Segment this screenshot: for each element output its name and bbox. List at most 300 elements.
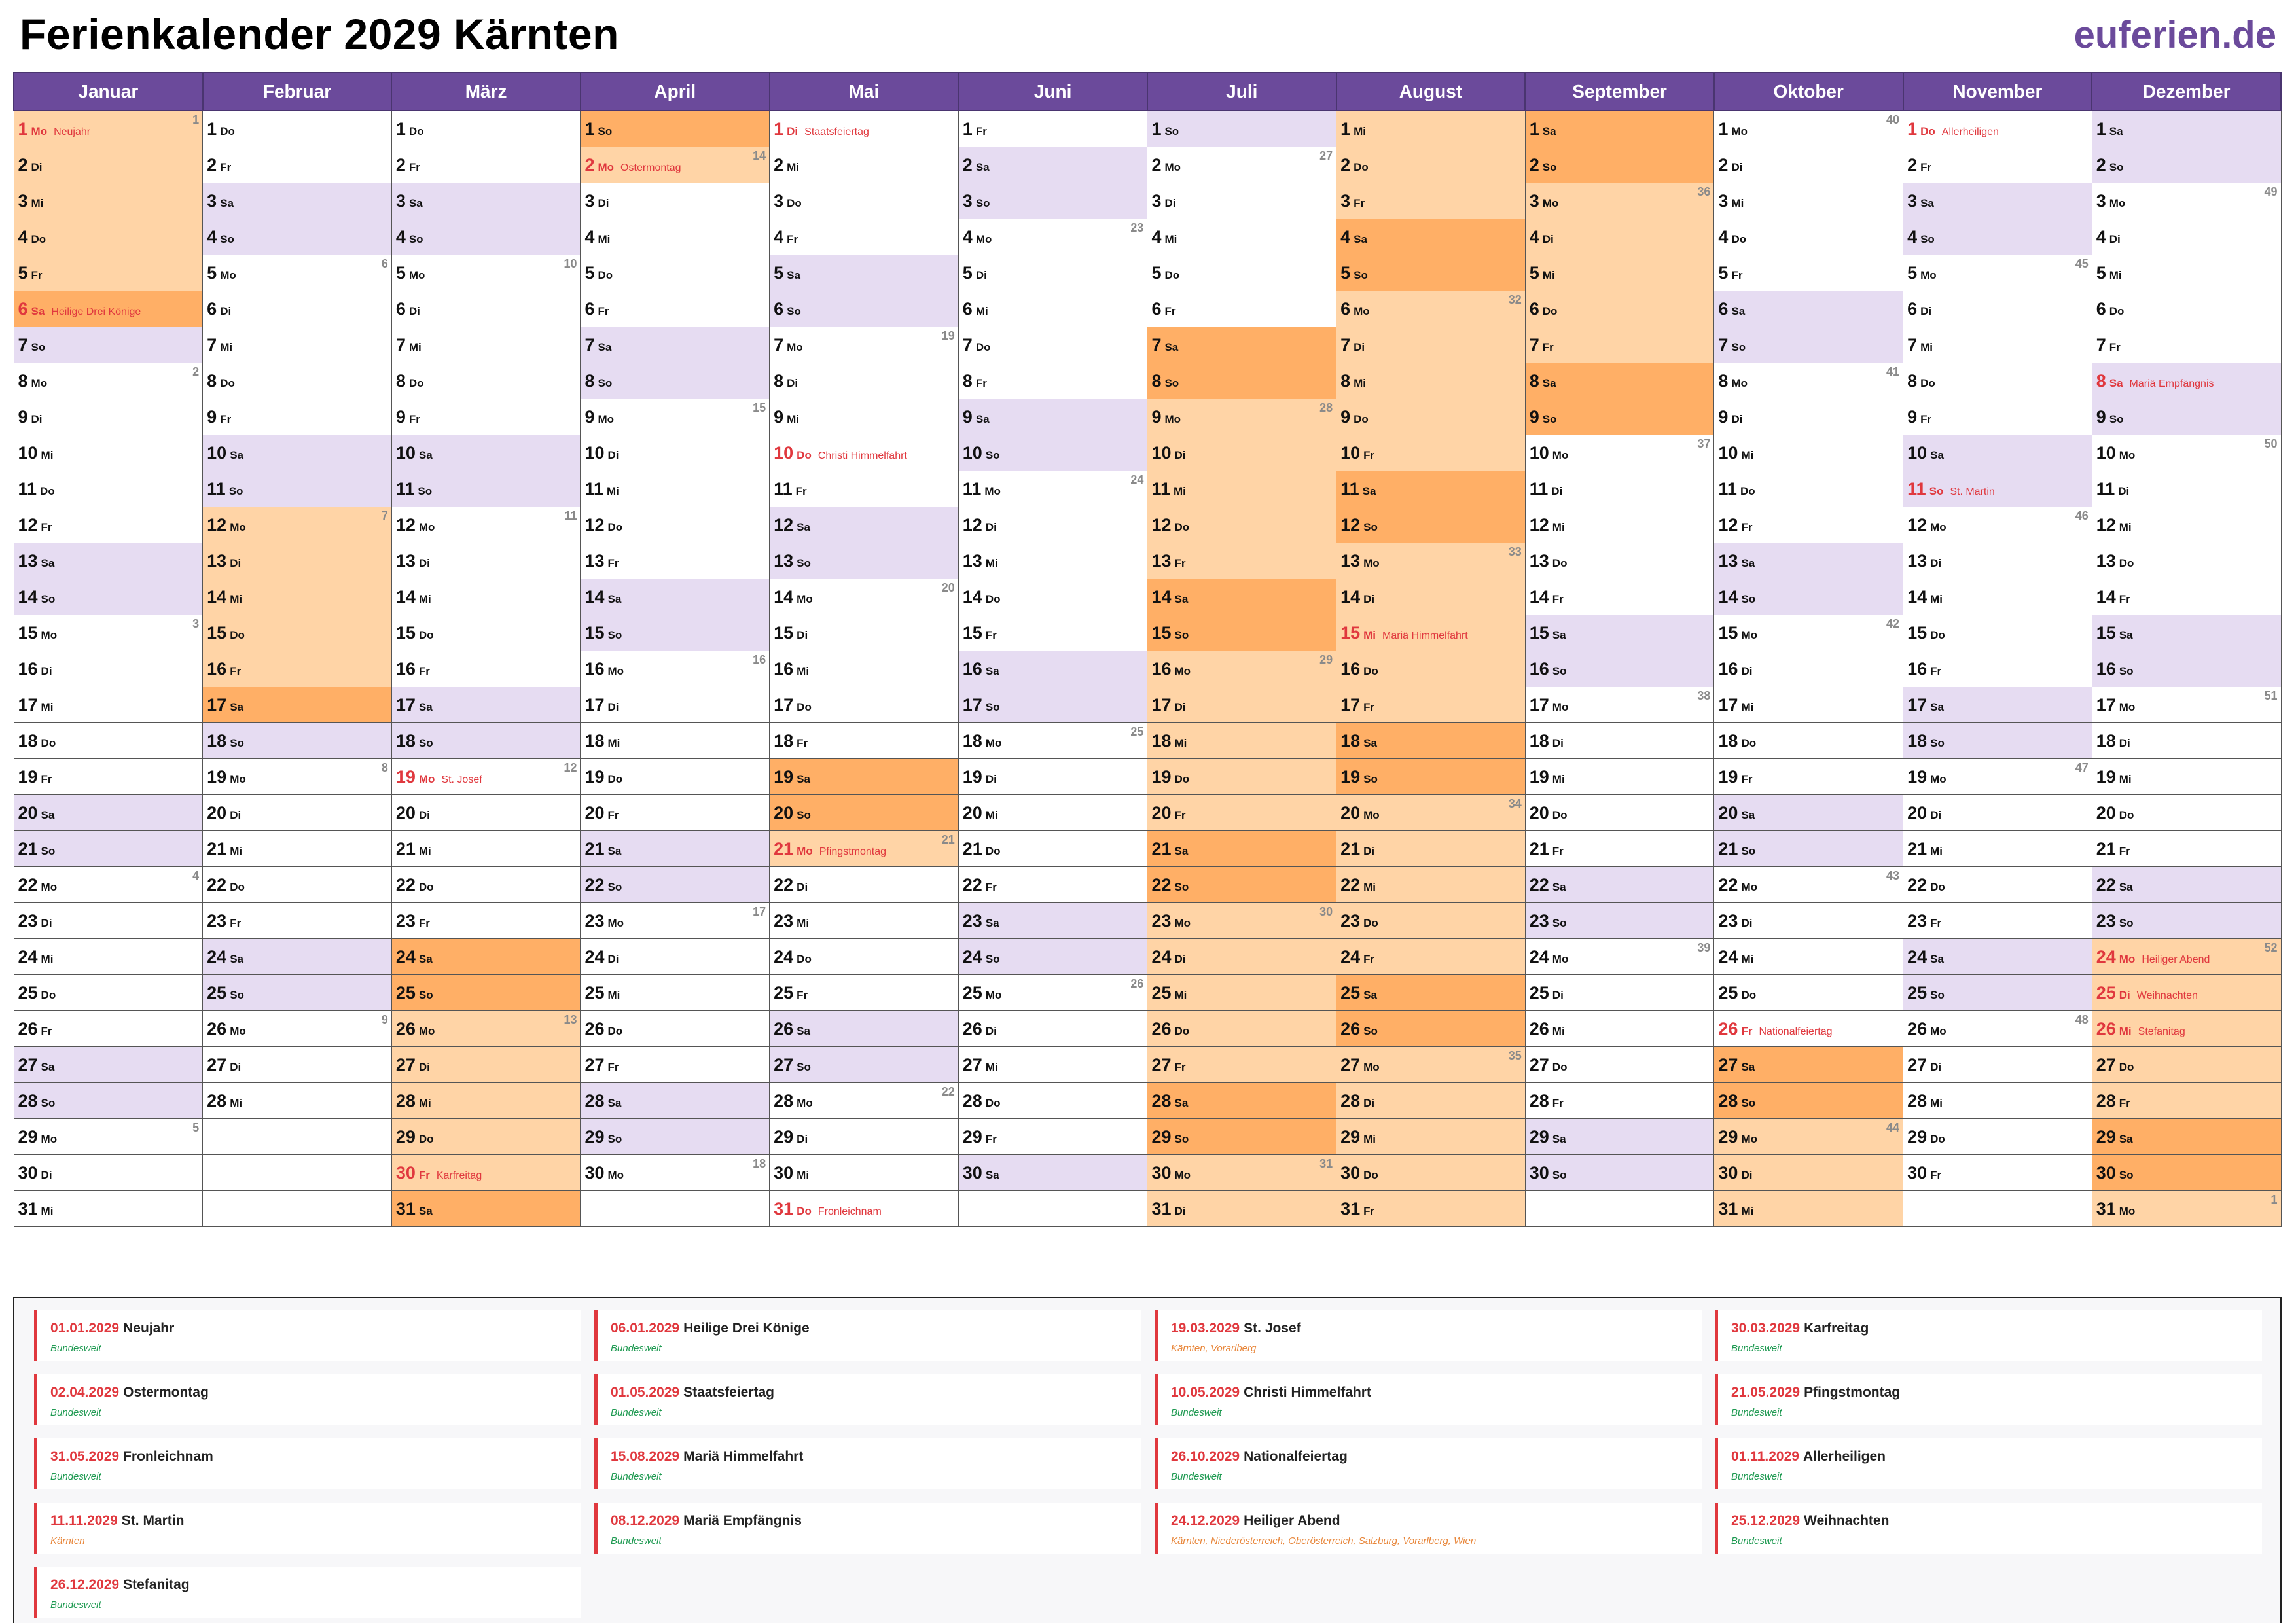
day-cell — [1336, 183, 1526, 219]
holiday-scope: Kärnten, Niederösterreich, Oberösterreich, Salzburg, Vorarlberg, Wien — [1171, 1535, 1477, 1546]
day-number: 2 — [207, 154, 217, 175]
day-cell — [958, 471, 1147, 507]
weekday-label: Do — [1552, 808, 1568, 821]
day-cell — [770, 435, 959, 471]
day-number: 30 — [962, 1162, 982, 1183]
day-number: 27 — [2096, 1054, 2116, 1075]
day-number: 29 — [1718, 1126, 1738, 1147]
day-cell — [1147, 219, 1336, 255]
day-number: 24 — [18, 946, 38, 967]
day-cell — [203, 363, 392, 399]
day-number: 16 — [1151, 658, 1172, 679]
weekday-label: Fr — [220, 160, 232, 173]
day-number: 27 — [1529, 1054, 1549, 1075]
day-cell — [2092, 507, 2281, 543]
day-cell — [1147, 183, 1336, 219]
day-cell — [1525, 471, 1714, 507]
day-number: 17 — [1907, 694, 1928, 715]
day-number: 10 — [2096, 442, 2116, 463]
day-cell — [1336, 507, 1526, 543]
day-number: 29 — [2096, 1126, 2116, 1147]
day-cell — [1147, 975, 1336, 1011]
weekday-label: Mi — [1552, 772, 1565, 785]
day-cell — [391, 975, 581, 1011]
brand-logo-link[interactable]: euferien.de — [2073, 14, 2276, 56]
day-cell — [1336, 975, 1526, 1011]
day-cell — [1903, 759, 2092, 795]
day-cell — [391, 939, 581, 975]
day-number: 31 — [1340, 1198, 1361, 1219]
day-cell — [203, 183, 392, 219]
holiday-scope: Bundesweit — [611, 1471, 662, 1482]
holiday-title: Heilige Drei Könige — [683, 1321, 810, 1336]
day-number: 17 — [395, 694, 416, 715]
day-number: 19 — [18, 766, 38, 787]
day-cell — [1525, 291, 1714, 327]
weekday-label: Fr — [985, 880, 997, 893]
legend-item — [594, 1438, 1141, 1489]
weekday-label: Mo — [1363, 1060, 1380, 1073]
day-cell — [1147, 471, 1336, 507]
weekday-label: Fr — [1731, 268, 1743, 281]
day-number: 29 — [1340, 1126, 1361, 1147]
week-number: 23 — [1130, 221, 1144, 234]
weekday-label: Di — [230, 1060, 242, 1073]
weekday-label: Mi — [41, 448, 54, 461]
day-number: 30 — [1151, 1162, 1172, 1183]
weekday-label: Mi — [797, 664, 810, 677]
day-number: 8 — [207, 370, 217, 391]
weekday-label: Mo — [975, 232, 992, 245]
weekday-label: Mi — [1542, 268, 1555, 281]
day-number: 27 — [1340, 1054, 1361, 1075]
day-number: 15 — [207, 622, 227, 643]
weekday-label: Fr — [2119, 1096, 2130, 1109]
holiday-scope: Bundesweit — [50, 1471, 101, 1482]
weekday-label: Fr — [418, 664, 430, 677]
weekday-label: So — [1929, 484, 1944, 497]
day-cell — [203, 759, 392, 795]
day-cell — [958, 219, 1147, 255]
day-number: 20 — [1718, 802, 1738, 823]
day-cell — [1336, 615, 1526, 651]
day-number: 2 — [962, 154, 973, 175]
day-number: 7 — [962, 334, 973, 355]
day-number: 5 — [1718, 262, 1729, 283]
day-cell — [1903, 1083, 2092, 1119]
day-cell — [1903, 435, 2092, 471]
weekday-label: Do — [607, 520, 623, 533]
weekday-label: Di — [1542, 232, 1554, 245]
day-cell — [1903, 399, 2092, 435]
day-cell — [2092, 651, 2281, 687]
weekday-label: Fr — [1363, 952, 1375, 965]
weekday-label: Mo — [1164, 412, 1181, 425]
legend-item — [34, 1374, 581, 1425]
week-number: 5 — [192, 1121, 200, 1134]
month-header: Februar — [203, 73, 392, 111]
day-cell — [1336, 579, 1526, 615]
day-cell — [1336, 1047, 1526, 1083]
day-cell — [203, 579, 392, 615]
weekday-label: Di — [607, 952, 619, 965]
day-cell — [203, 255, 392, 291]
weekday-label: Sa — [2109, 124, 2123, 137]
day-cell — [1525, 795, 1714, 831]
day-number: 16 — [18, 658, 38, 679]
day-number: 23 — [1529, 910, 1549, 931]
day-number: 3 — [1718, 190, 1729, 211]
week-number: 14 — [753, 149, 766, 162]
weekday-label: Mi — [1174, 988, 1187, 1001]
day-row — [14, 651, 2281, 687]
day-cell — [2092, 327, 2281, 363]
day-cell — [958, 867, 1147, 903]
weekday-label: Do — [1354, 412, 1369, 425]
day-number: 23 — [1151, 910, 1172, 931]
day-number: 10 — [1907, 442, 1928, 463]
weekday-label: Do — [408, 124, 424, 137]
day-number: 9 — [2096, 406, 2106, 427]
day-cell — [1714, 471, 1903, 507]
weekday-label: Di — [1552, 736, 1564, 749]
weekday-label: Fr — [1363, 1204, 1375, 1217]
weekday-label: So — [1552, 664, 1567, 677]
day-number: 25 — [207, 982, 227, 1003]
day-number: 31 — [1718, 1198, 1738, 1219]
day-cell — [14, 543, 203, 579]
weekday-label: Fr — [975, 376, 987, 389]
weekday-label: Mo — [41, 880, 58, 893]
weekday-label: Do — [418, 1132, 434, 1145]
day-number: 1 — [584, 118, 595, 139]
day-number: 20 — [1529, 802, 1549, 823]
holiday-date: 01.01.2029 — [50, 1321, 120, 1336]
holiday-title: Nationalfeiertag — [1244, 1449, 1348, 1464]
weekday-label: Sa — [1174, 844, 1189, 857]
day-cell — [1336, 327, 1526, 363]
weekday-label: Mi — [2119, 772, 2132, 785]
day-cell — [1903, 1155, 2092, 1191]
day-cell — [14, 903, 203, 939]
day-cell — [1714, 867, 1903, 903]
weekday-label: Di — [1930, 808, 1942, 821]
day-cell — [770, 831, 959, 867]
day-number: 2 — [584, 154, 595, 175]
day-cell — [770, 399, 959, 435]
week-number: 12 — [564, 761, 577, 774]
month-header: Juli — [1147, 73, 1336, 111]
holiday-name: Mariä Empfängnis — [2129, 378, 2214, 389]
holiday-title: Allerheiligen — [1803, 1449, 1886, 1464]
holiday-legend — [13, 1297, 2282, 1623]
day-number: 14 — [1340, 586, 1361, 607]
weekday-label: Di — [1930, 1060, 1942, 1073]
day-row — [14, 939, 2281, 975]
day-number: 16 — [2096, 658, 2116, 679]
day-cell — [1903, 471, 2092, 507]
day-number: 12 — [207, 514, 227, 535]
day-cell — [581, 1011, 770, 1047]
day-cell — [958, 399, 1147, 435]
day-cell — [1714, 399, 1903, 435]
day-cell — [581, 363, 770, 399]
weekday-label: Di — [985, 1024, 997, 1037]
day-number: 13 — [962, 550, 982, 571]
weekday-label: Mi — [787, 412, 800, 425]
weekday-label: Do — [1741, 988, 1757, 1001]
day-number: 2 — [1340, 154, 1351, 175]
weekday-label: Mi — [1930, 592, 1943, 605]
day-cell — [14, 975, 203, 1011]
weekday-label: Fr — [1741, 772, 1753, 785]
day-cell — [1525, 759, 1714, 795]
day-number: 19 — [774, 766, 794, 787]
day-number: 26 — [207, 1018, 227, 1039]
day-cell — [1714, 1083, 1903, 1119]
week-number: 52 — [2264, 941, 2278, 954]
day-cell — [958, 1155, 1147, 1191]
day-cell — [14, 795, 203, 831]
day-cell — [391, 363, 581, 399]
weekday-label: Mo — [1741, 628, 1757, 641]
day-number: 30 — [774, 1162, 794, 1183]
day-cell — [391, 795, 581, 831]
weekday-label: Fr — [607, 556, 619, 569]
weekday-label: Sa — [607, 1096, 622, 1109]
day-number: 11 — [1529, 478, 1549, 499]
day-number: 29 — [774, 1126, 794, 1147]
holiday-date: 19.03.2029 — [1171, 1321, 1240, 1336]
day-cell — [391, 1047, 581, 1083]
weekday-label: Di — [41, 1168, 52, 1181]
weekday-label: Mi — [598, 232, 611, 245]
week-number: 39 — [1697, 941, 1711, 954]
day-number: 18 — [1529, 730, 1549, 751]
day-cell — [391, 579, 581, 615]
weekday-label: So — [2119, 916, 2134, 929]
weekday-label: Mo — [2119, 448, 2136, 461]
day-cell — [770, 1191, 959, 1227]
day-cell — [770, 867, 959, 903]
weekday-label: Sa — [1542, 376, 1556, 389]
holiday-date: 06.01.2029 — [611, 1321, 680, 1336]
day-cell — [958, 1119, 1147, 1155]
day-number: 11 — [1340, 478, 1359, 499]
weekday-label: Mo — [220, 268, 236, 281]
day-cell — [958, 1083, 1147, 1119]
day-number: 8 — [18, 370, 28, 391]
day-cell — [1714, 327, 1903, 363]
day-number: 28 — [18, 1090, 38, 1111]
day-cell — [1147, 543, 1336, 579]
weekday-label: Di — [797, 1132, 808, 1145]
week-number: 49 — [2264, 185, 2278, 198]
day-number: 21 — [1907, 838, 1928, 859]
holiday-title: Weihnachten — [1804, 1513, 1890, 1528]
day-row — [14, 903, 2281, 939]
week-number: 17 — [753, 905, 766, 918]
month-header: April — [581, 73, 770, 111]
weekday-label: Do — [797, 448, 812, 461]
day-number: 22 — [1718, 874, 1738, 895]
weekday-label: Mi — [2119, 1024, 2132, 1037]
weekday-label: Mi — [985, 808, 998, 821]
day-cell — [1714, 507, 1903, 543]
day-number: 7 — [1907, 334, 1918, 355]
weekday-label: Di — [1174, 700, 1186, 713]
day-number: 24 — [774, 946, 794, 967]
week-number: 10 — [564, 257, 577, 270]
day-cell — [1714, 1011, 1903, 1047]
day-number: 25 — [2096, 982, 2116, 1003]
week-number: 19 — [941, 329, 955, 342]
weekday-label: Mo — [1552, 700, 1569, 713]
weekday-label: Mo — [797, 592, 813, 605]
day-number: 12 — [395, 514, 416, 535]
day-number: 24 — [1718, 946, 1738, 967]
weekday-label: So — [418, 988, 433, 1001]
day-number: 13 — [774, 550, 794, 571]
day-number: 11 — [18, 478, 37, 499]
weekday-label: Mo — [1930, 1024, 1946, 1037]
day-cell — [2092, 435, 2281, 471]
day-row — [14, 363, 2281, 399]
weekday-label: Sa — [41, 808, 55, 821]
month-header: Mai — [770, 73, 959, 111]
holiday-date: 26.10.2029 — [1171, 1449, 1240, 1464]
day-number: 11 — [962, 478, 982, 499]
day-cell — [958, 435, 1147, 471]
weekday-label: Mo — [1552, 448, 1569, 461]
day-cell — [1903, 1047, 2092, 1083]
day-cell — [2092, 579, 2281, 615]
day-number: 3 — [18, 190, 28, 211]
day-number: 9 — [1907, 406, 1918, 427]
day-number: 10 — [395, 442, 416, 463]
weekday-label: Fr — [2109, 340, 2121, 353]
day-number: 7 — [395, 334, 406, 355]
day-cell — [1903, 687, 2092, 723]
weekday-label: Sa — [41, 556, 55, 569]
day-number: 23 — [1718, 910, 1738, 931]
day-cell — [1903, 903, 2092, 939]
weekday-label: Mi — [418, 592, 431, 605]
weekday-label: Mo — [607, 916, 624, 929]
day-cell — [1336, 795, 1526, 831]
holiday-name: Christi Himmelfahrt — [817, 450, 907, 461]
day-number: 1 — [1718, 118, 1729, 139]
weekday-label: Fr — [1363, 700, 1375, 713]
week-number: 42 — [1886, 617, 1900, 630]
holiday-date: 25.12.2029 — [1731, 1513, 1801, 1528]
week-number: 43 — [1886, 869, 1900, 882]
day-cell — [1714, 723, 1903, 759]
holiday-title: Heiliger Abend — [1244, 1513, 1340, 1528]
day-number: 30 — [1718, 1162, 1738, 1183]
weekday-label: Sa — [797, 520, 810, 533]
day-cell — [2092, 543, 2281, 579]
week-number: 33 — [1508, 545, 1522, 558]
day-cell — [14, 363, 203, 399]
day-cell — [1903, 867, 2092, 903]
day-number: 20 — [1151, 802, 1172, 823]
day-number: 17 — [1529, 694, 1549, 715]
day-row — [14, 435, 2281, 471]
holiday-date: 15.08.2029 — [611, 1449, 680, 1464]
day-number: 8 — [395, 370, 406, 391]
day-number: 22 — [1907, 874, 1928, 895]
day-row — [14, 1083, 2281, 1119]
day-number: 6 — [1907, 298, 1918, 319]
week-number: 48 — [2075, 1013, 2089, 1026]
weekday-label: Di — [41, 916, 52, 929]
day-number: 21 — [774, 838, 794, 859]
weekday-label: Mi — [41, 700, 54, 713]
weekday-label: Sa — [230, 700, 243, 713]
day-number: 1 — [2096, 118, 2106, 139]
day-cell — [391, 507, 581, 543]
weekday-label: Mi — [31, 196, 44, 209]
weekday-label: Mi — [607, 736, 620, 749]
day-number: 15 — [774, 622, 794, 643]
day-number: 20 — [207, 802, 227, 823]
day-row — [14, 255, 2281, 291]
weekday-label: Mi — [1552, 1024, 1565, 1037]
week-number: 41 — [1886, 365, 1900, 378]
day-cell — [770, 795, 959, 831]
day-number: 5 — [207, 262, 217, 283]
weekday-label: Fr — [1174, 1060, 1186, 1073]
day-cell — [2092, 1119, 2281, 1155]
day-cell — [391, 399, 581, 435]
day-number: 14 — [584, 586, 605, 607]
weekday-label: Sa — [1363, 988, 1377, 1001]
day-number: 1 — [774, 118, 784, 139]
week-number: 28 — [1319, 401, 1333, 414]
day-number: 5 — [774, 262, 784, 283]
day-number: 1 — [1151, 118, 1162, 139]
weekday-label: Do — [1174, 772, 1190, 785]
day-cell — [581, 867, 770, 903]
day-cell — [391, 183, 581, 219]
legend-item — [1155, 1503, 1702, 1554]
weekday-label: Mi — [41, 952, 54, 965]
day-cell — [1903, 1011, 2092, 1047]
day-number: 15 — [1340, 622, 1361, 643]
day-cell — [391, 651, 581, 687]
day-row — [14, 975, 2281, 1011]
day-cell — [1147, 831, 1336, 867]
day-cell — [958, 255, 1147, 291]
weekday-label: Do — [230, 880, 245, 893]
day-cell — [203, 291, 392, 327]
weekday-label: Do — [230, 628, 245, 641]
day-cell — [770, 903, 959, 939]
day-cell — [1714, 1155, 1903, 1191]
weekday-label: Fr — [795, 484, 807, 497]
day-cell — [14, 219, 203, 255]
day-cell — [1147, 1191, 1336, 1227]
day-row — [14, 579, 2281, 615]
holiday-scope: Bundesweit — [611, 1343, 662, 1354]
weekday-label: Sa — [607, 844, 622, 857]
day-cell — [14, 183, 203, 219]
day-number: 5 — [962, 262, 973, 283]
day-cell — [1525, 1119, 1714, 1155]
day-number: 30 — [1907, 1162, 1928, 1183]
day-number: 18 — [395, 730, 416, 751]
